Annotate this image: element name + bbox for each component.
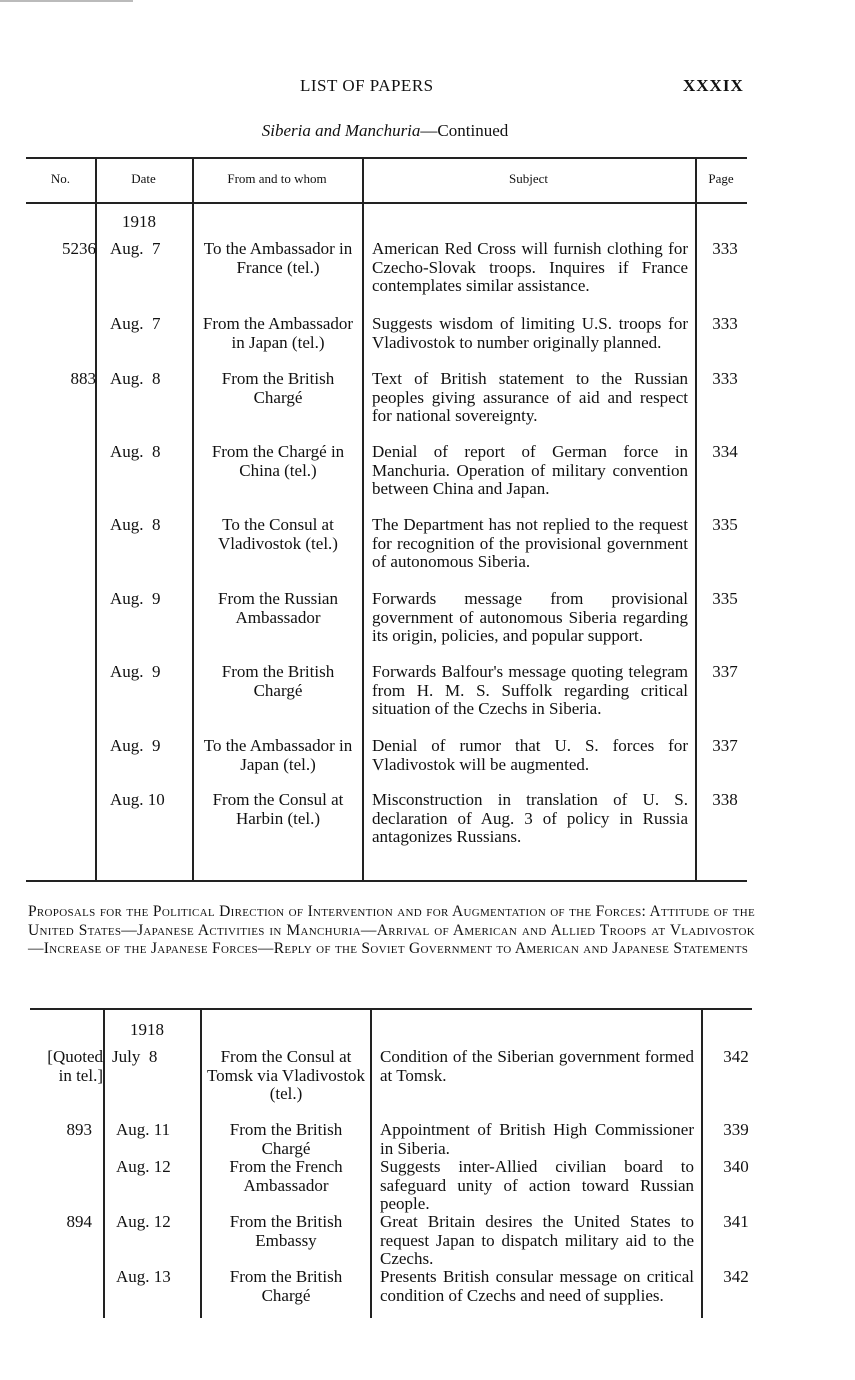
doc-subject: Appointment of British High Commissioner in Siberia. bbox=[380, 1120, 694, 1158]
doc-page: 337 bbox=[712, 736, 738, 755]
year-label: 1918 bbox=[122, 212, 156, 231]
doc-from: To the Ambassador in France (tel.) bbox=[203, 239, 353, 277]
column-header-no: No. bbox=[50, 171, 71, 186]
doc-number: 893 bbox=[66, 1120, 92, 1139]
doc-from: To the Ambassador in Japan (tel.) bbox=[203, 736, 353, 774]
doc-page: 339 bbox=[723, 1120, 749, 1139]
doc-page: 333 bbox=[712, 239, 738, 258]
doc-from: From the Russian Ambassador bbox=[218, 589, 338, 627]
doc-page: 342 bbox=[723, 1267, 749, 1286]
column-header-page: Page bbox=[708, 171, 734, 186]
doc-page: 333 bbox=[712, 314, 738, 333]
doc-subject: Misconstruction in translation of U. S. declaration of Aug. 3 of policy in Russia antagonizes Russians. bbox=[372, 790, 688, 846]
doc-date: Aug. 9 bbox=[110, 662, 161, 681]
doc-from: From the British Chargé bbox=[229, 1120, 343, 1158]
doc-from: From the French Ambassador bbox=[229, 1157, 343, 1195]
doc-from: From the Ambassador in Japan (tel.) bbox=[202, 314, 354, 352]
section-suffix: —Continued bbox=[420, 121, 509, 140]
col-divider bbox=[95, 157, 97, 881]
doc-date: Aug. 12 bbox=[116, 1212, 171, 1231]
proposals-heading: Proposals for the Political Direction of Intervention and for Augmentation of the Forces: Attitude of the United States—Japanese Activities in Manchuria—Arrival of American and Allied Troops at Vladivostok—Increase of the Japanese Forces—Reply of the Soviet Government to American and Japanese Statements bbox=[28, 903, 755, 957]
doc-date: Aug. 9 bbox=[110, 736, 161, 755]
doc-page: 338 bbox=[712, 790, 738, 809]
col-divider bbox=[103, 1008, 105, 1318]
page-numeral: XXXIX bbox=[683, 76, 744, 95]
table-top-rule bbox=[26, 157, 747, 159]
doc-subject: Condition of the Siberian government formed at Tomsk. bbox=[380, 1047, 694, 1085]
header-rule bbox=[26, 202, 747, 204]
doc-date: Aug. 13 bbox=[116, 1267, 171, 1286]
doc-subject: Forwards message from provisional government of autonomous Siberia regarding its origin, policies, and popular support. bbox=[372, 589, 688, 645]
doc-date: Aug. 12 bbox=[116, 1157, 171, 1176]
doc-page: 341 bbox=[723, 1212, 749, 1231]
col-divider bbox=[370, 1008, 372, 1318]
doc-subject: Denial of report of German force in Manchuria. Operation of military convention between China and Japan. bbox=[372, 442, 688, 498]
doc-page: 334 bbox=[712, 442, 738, 461]
col-divider bbox=[701, 1008, 703, 1318]
doc-from: To the Consul at Vladivostok (tel.) bbox=[218, 515, 338, 553]
scan-edge-line bbox=[0, 0, 133, 2]
col-divider bbox=[362, 157, 364, 881]
doc-date: Aug. 7 bbox=[110, 239, 161, 258]
doc-subject: Suggests wisdom of limiting U.S. troops for Vladivostok to number originally planned. bbox=[372, 314, 688, 352]
column-header-from: From and to whom bbox=[227, 171, 327, 186]
doc-date: Aug. 8 bbox=[110, 369, 161, 388]
doc-page: 335 bbox=[712, 515, 738, 534]
doc-from: From the British Embassy bbox=[229, 1212, 343, 1250]
doc-from: From the Consul at Tomsk via Vladivostok (tel.) bbox=[206, 1047, 366, 1103]
doc-from: From the Consul at Harbin (tel.) bbox=[212, 790, 344, 828]
doc-number: 5236 bbox=[62, 239, 96, 258]
doc-date: Aug. 10 bbox=[110, 790, 165, 809]
section-title bbox=[0, 121, 770, 141]
doc-subject: Denial of rumor that U. S. forces for Vladivostok will be augmented. bbox=[372, 736, 688, 774]
doc-number: [Quoted in tel.] bbox=[47, 1047, 103, 1085]
doc-page: 335 bbox=[712, 589, 738, 608]
doc-page: 342 bbox=[723, 1047, 749, 1066]
running-head bbox=[0, 76, 855, 98]
doc-date: Aug. 8 bbox=[110, 442, 161, 461]
doc-from: From the British Chargé bbox=[221, 369, 335, 407]
doc-from: From the Chargé in China (tel.) bbox=[211, 442, 345, 480]
column-header-date: Date bbox=[131, 171, 156, 186]
doc-subject: Forwards Balfour's message quoting telegram from H. M. S. Suffolk regarding critical situation of the Czechs in Siberia. bbox=[372, 662, 688, 718]
papers-table-1 bbox=[26, 157, 747, 881]
col-divider bbox=[695, 157, 697, 881]
doc-date: July 8 bbox=[112, 1047, 158, 1066]
doc-subject: Great Britain desires the United States to request Japan to dispatch military aid to the Czechs. bbox=[380, 1212, 694, 1268]
doc-date: Aug. 7 bbox=[110, 314, 161, 333]
doc-subject: Suggests inter-Allied civilian board to safeguard unity of action toward Russian people. bbox=[380, 1157, 694, 1213]
doc-from: From the British Chargé bbox=[221, 662, 335, 700]
doc-number: 883 bbox=[70, 369, 96, 388]
doc-page: 340 bbox=[723, 1157, 749, 1176]
col-divider bbox=[200, 1008, 202, 1318]
column-header-subject: Subject bbox=[509, 171, 548, 186]
doc-subject: Text of British statement to the Russian peoples giving assurance of aid and respect for national sovereignty. bbox=[372, 369, 688, 425]
doc-subject: American Red Cross will furnish clothing for Czecho-Slovak troops. Inquires if France contemplates similar assistance. bbox=[372, 239, 688, 295]
doc-subject: Presents British consular message on critical condition of Czechs and need of supplies. bbox=[380, 1267, 694, 1305]
doc-page: 333 bbox=[712, 369, 738, 388]
doc-from: From the British Chargé bbox=[229, 1267, 343, 1305]
year-label: 1918 bbox=[130, 1020, 164, 1039]
doc-number: 894 bbox=[66, 1212, 92, 1231]
doc-page: 337 bbox=[712, 662, 738, 681]
running-title: LIST OF PAPERS bbox=[300, 76, 434, 95]
doc-date: Aug. 8 bbox=[110, 515, 161, 534]
section-name: Siberia and Manchuria bbox=[261, 121, 421, 140]
papers-table-2 bbox=[30, 1008, 752, 1318]
doc-date: Aug. 11 bbox=[116, 1120, 171, 1139]
doc-subject: The Department has not replied to the request for recognition of the provisional government of autonomous Siberia. bbox=[372, 515, 688, 571]
col-divider bbox=[192, 157, 194, 881]
doc-date: Aug. 9 bbox=[110, 589, 161, 608]
table-bottom-rule bbox=[26, 880, 747, 882]
